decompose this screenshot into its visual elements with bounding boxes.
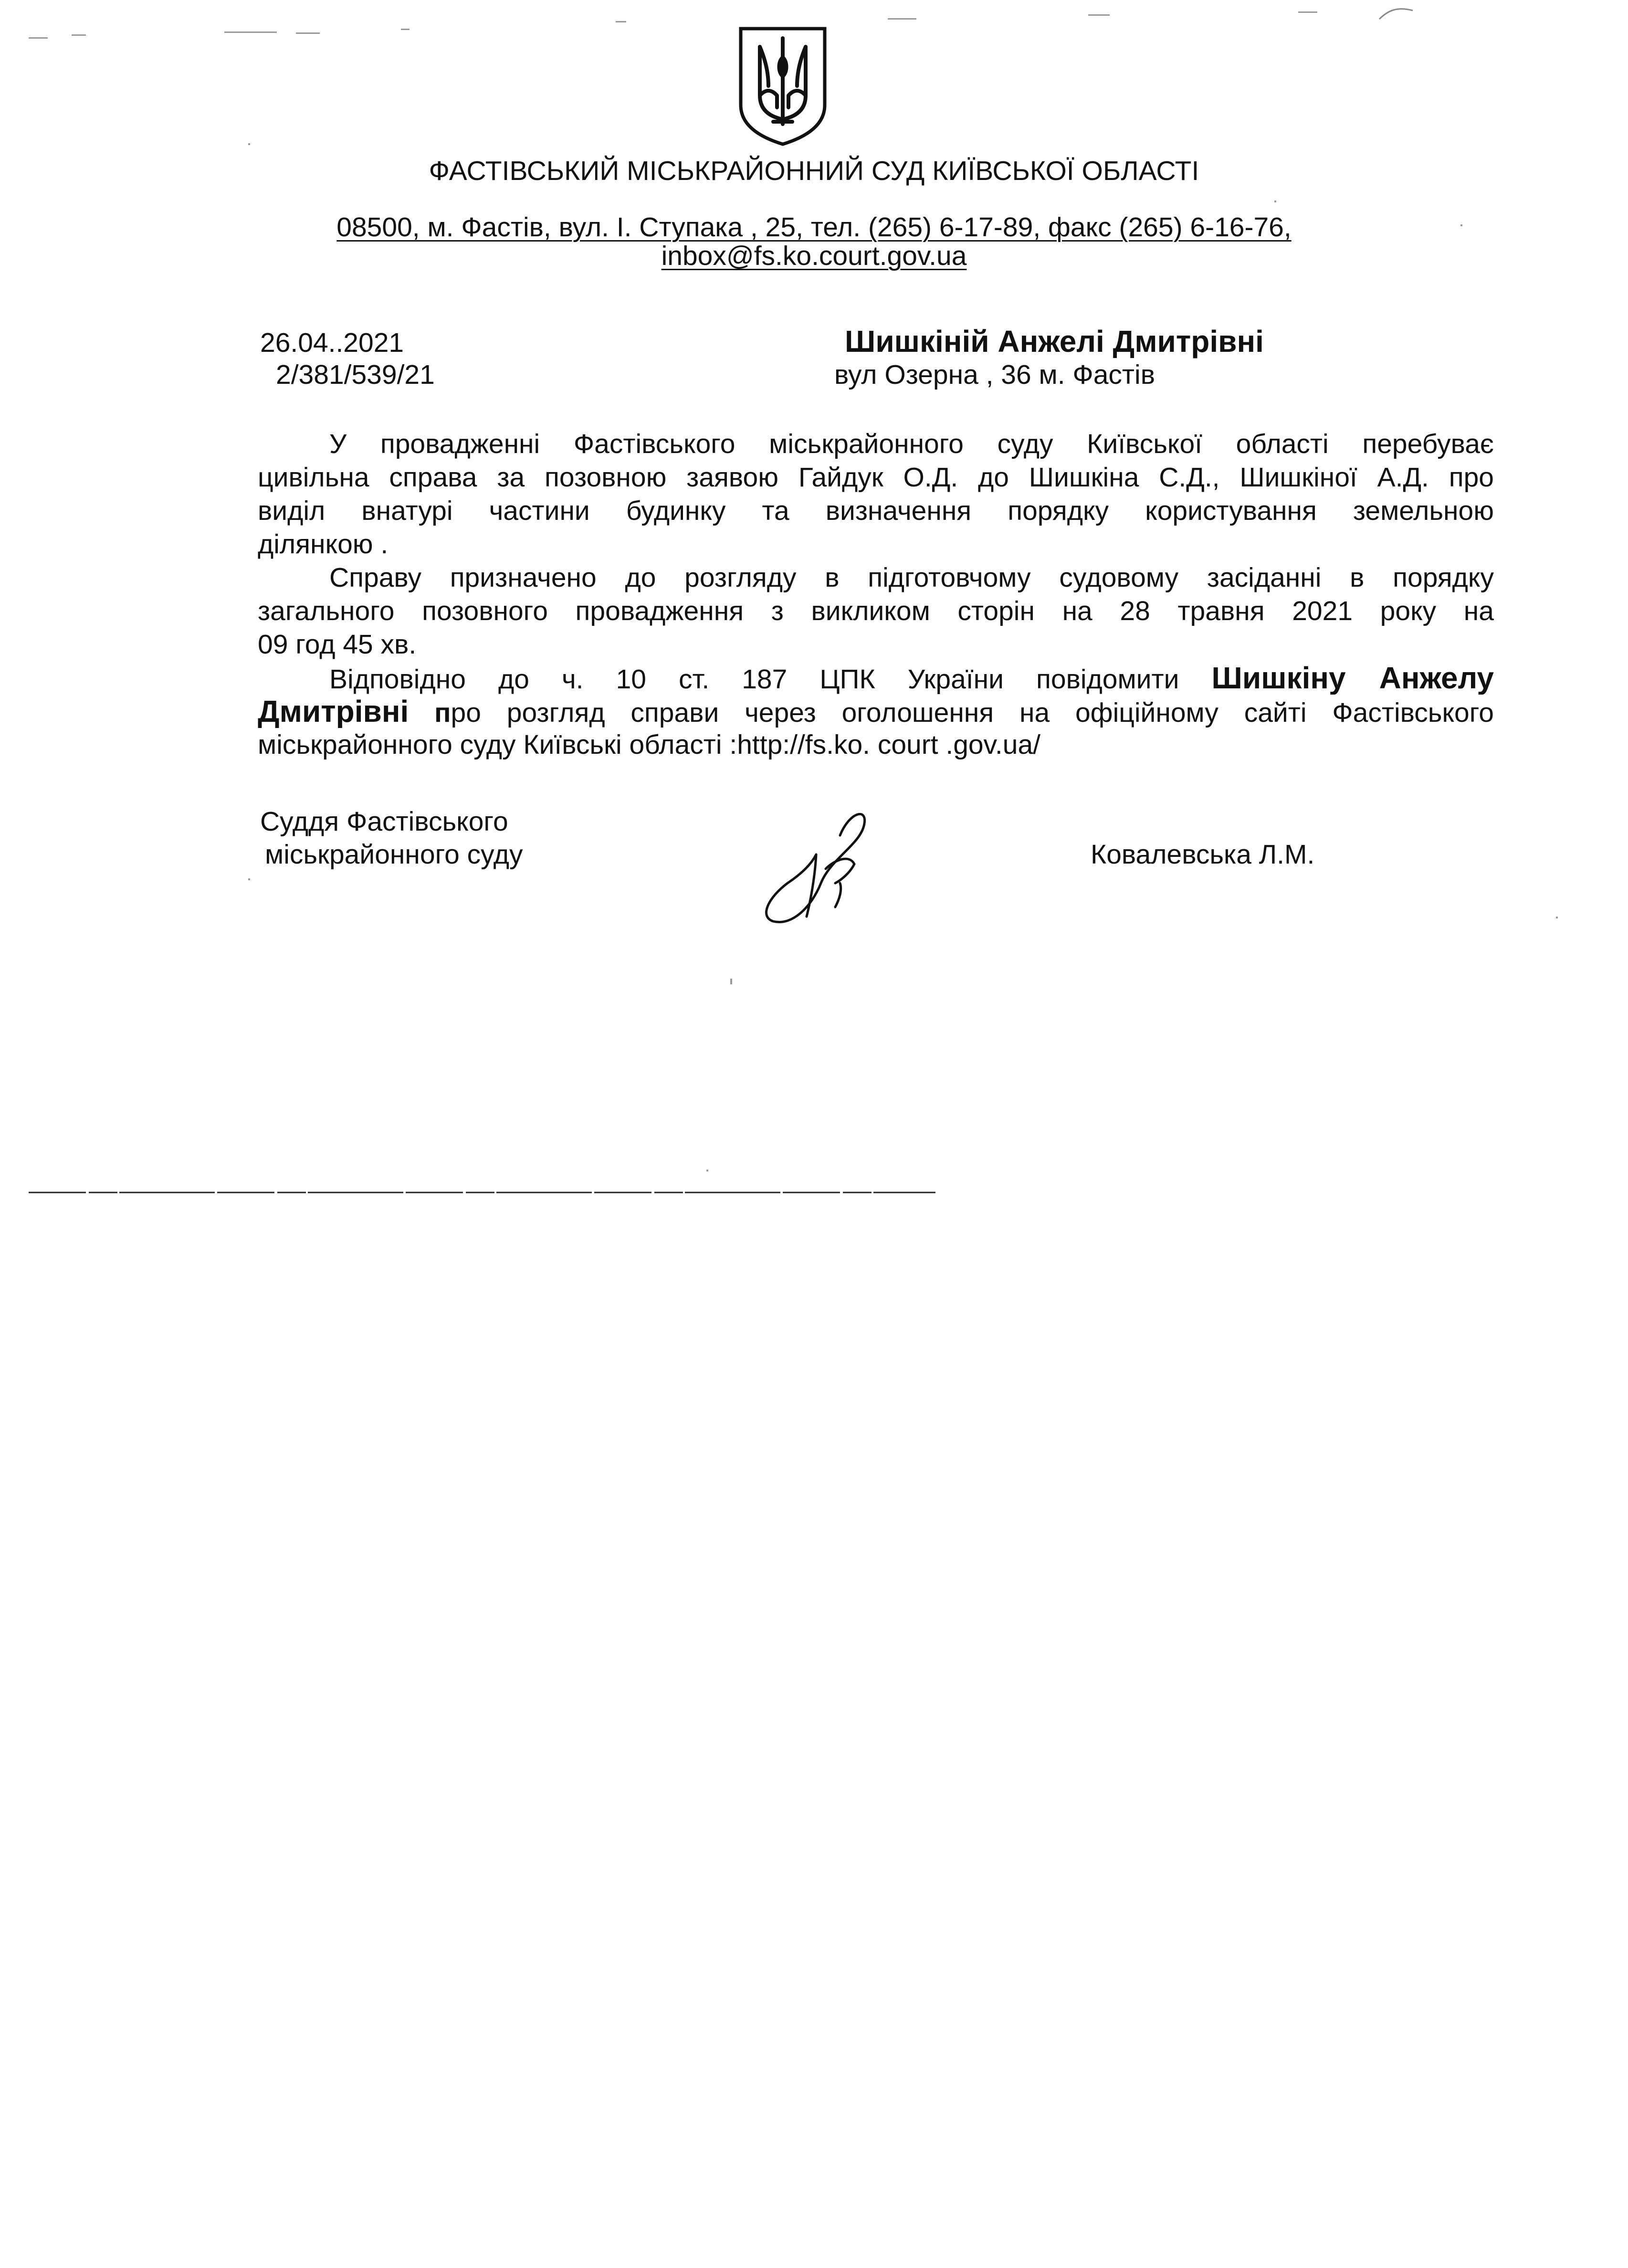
court-address (0, 214, 1628, 241)
court-address-text: 08500, м. Фастів, вул. І. Ступака , 25, тел. (265) 6-17-89, факс (265) 6-16-76, (336, 212, 1292, 243)
notice-lead-text: Відповідно до ч. 10 ст. 187 ЦПК України повідомити (329, 664, 1179, 695)
paragraph-line: загального позовного провадження з викликом сторін на 28 травня 2021 року на (258, 596, 1494, 626)
paragraph-hearing-schedule (258, 561, 1494, 661)
notice-recipient-patronymic: Дмитрівні (258, 695, 409, 728)
judge-name: Ковалевська Л.М. (1091, 839, 1315, 870)
case-number: 2/381/539/21 (276, 359, 435, 390)
paragraph-line: цивільна справа за позовною заявою Гайдук О.Д. до Шишкіна С.Д., Шишкіної А.Д. про (258, 462, 1494, 493)
trident-emblem-icon (735, 24, 830, 148)
judge-position-line1: Суддя Фастівського (260, 806, 508, 837)
notice-recipient-name: Шишкіну Анжелу (1211, 661, 1494, 695)
paragraph-line: Справу призначено до розгляду в підготовчому судовому засіданні в порядку (329, 562, 1494, 593)
handwritten-signature (759, 802, 883, 936)
paragraph-line (258, 661, 1494, 695)
notice-text: ро розгляд справи через оголошення на офіційному сайті Фастівського (451, 697, 1494, 728)
court-name: ФАСТІВСЬКИЙ МІСЬКРАЙОННИЙ СУД КИЇВСЬКОЇ ОБЛАСТІ (429, 156, 1199, 186)
notice-bold-letter: п (434, 697, 451, 728)
paragraph-case-description (258, 427, 1494, 561)
paragraph-notification (258, 661, 1494, 761)
divider-line (29, 1191, 935, 1194)
paragraph-line: виділ внатурі частини будинку та визначення порядку користування земельною (258, 496, 1494, 526)
paragraph-line (258, 695, 1494, 728)
paragraph-line: ділянкою . (258, 529, 389, 559)
document-date: 26.04..2021 (260, 327, 404, 358)
court-email: inbox@fs.ko.court.gov.ua (661, 241, 967, 271)
recipient-address: вул Озерна , 36 м. Фастів (834, 359, 1155, 390)
judge-position-line2: міськрайонного суду (265, 839, 523, 870)
court-email-line (0, 243, 1628, 270)
paragraph-line: У провадженні Фастівського міськрайонного суду Київської області перебуває (329, 429, 1494, 459)
paragraph-line: міськрайонного суду Київські області :http://fs.ko. court .gov.ua/ (258, 729, 1040, 760)
recipient-name: Шишкіній Анжелі Дмитрівні (845, 324, 1264, 359)
paragraph-line: 09 год 45 хв. (258, 629, 417, 660)
